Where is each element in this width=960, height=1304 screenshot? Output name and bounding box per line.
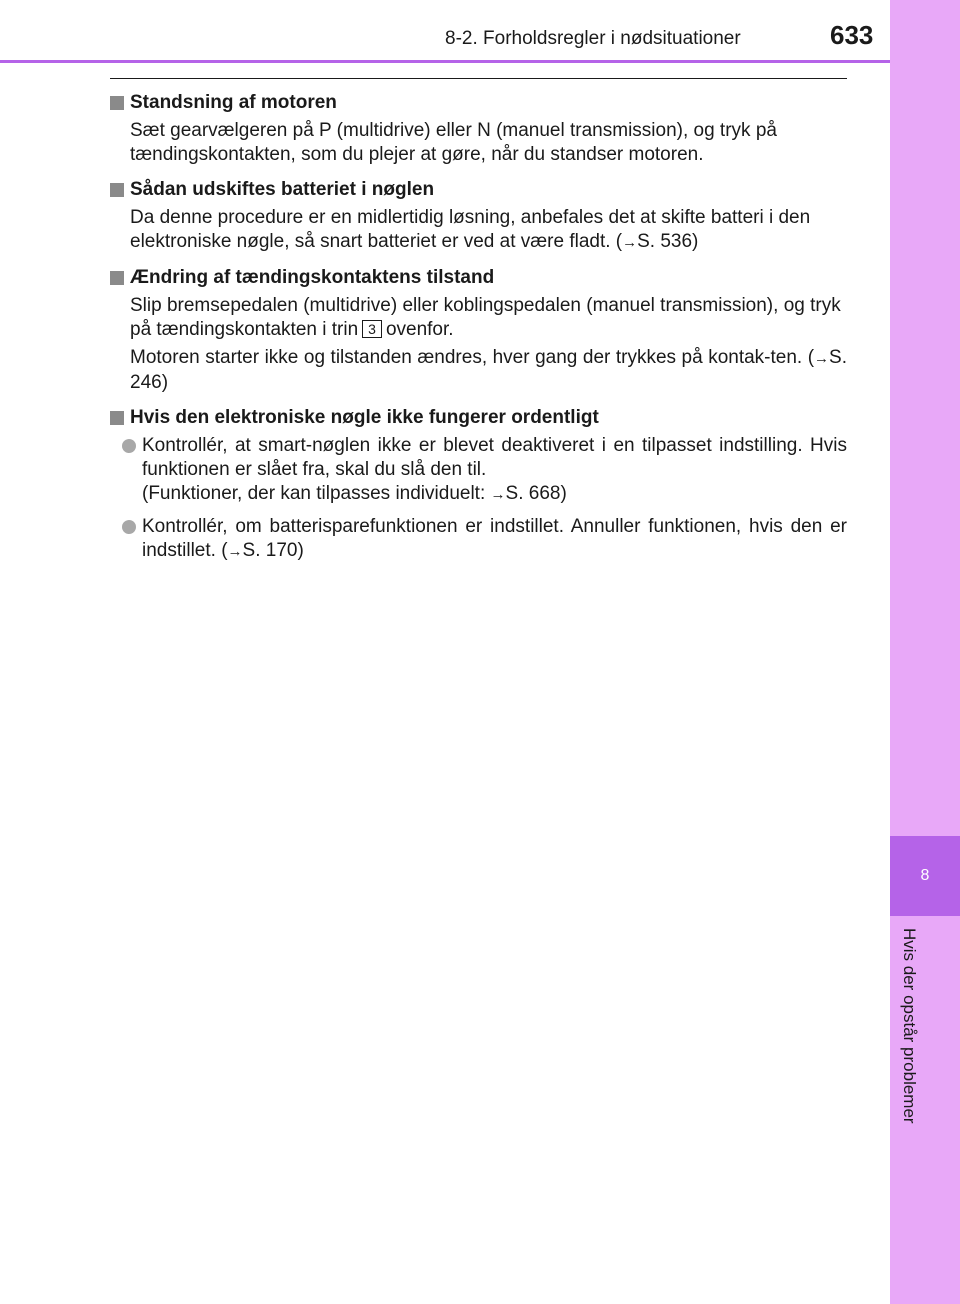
section-heading: Ændring af tændingskontaktens tilstand — [130, 267, 495, 288]
page-reference-link[interactable]: S. 246) — [130, 347, 847, 393]
section-heading: Standsning af motoren — [130, 92, 337, 113]
section-replace-battery — [110, 177, 847, 255]
section-title: 8-2. Forholdsregler i nødsituationer — [445, 28, 741, 49]
page-reference-link[interactable]: S. 668) — [505, 483, 567, 504]
chapter-number: 8 — [920, 867, 930, 884]
section-heading: Hvis den elektroniske nøgle ikke fungerer ordentligt — [130, 407, 599, 428]
bullet-text: (Funktioner, der kan tilpasses individuelt: — [142, 483, 491, 504]
list-item — [110, 434, 847, 507]
arrow-right-icon: → — [490, 486, 506, 503]
circle-bullet-icon — [122, 439, 136, 453]
section-text: Da denne procedure er en midlertidig løsning, anbefales det at skifte batteri i den elektroniske nøgle, så snart batteriet er ved at være fladt. ( — [130, 207, 811, 252]
step-number-badge: 3 — [362, 320, 382, 338]
chapter-number-tab[interactable] — [890, 836, 960, 916]
circle-bullet-icon — [122, 520, 136, 534]
header-divider — [0, 60, 890, 63]
bullet-text: Kontrollér, om batterisparefunktionen er indstillet. Annuller funktionen, hvis den er indstillet. ( — [142, 516, 847, 561]
section-text-container — [110, 206, 847, 255]
list-item — [110, 515, 847, 564]
section-text-container — [110, 294, 847, 342]
section-ignition-mode — [110, 265, 847, 395]
page-reference-link[interactable]: S. 536) — [637, 231, 699, 252]
section-text: ovenfor. — [385, 319, 454, 340]
section-key-not-working — [110, 405, 847, 564]
square-bullet-icon — [110, 183, 124, 197]
content-divider — [110, 78, 847, 79]
page-number: 633 — [830, 20, 874, 50]
arrow-right-icon: → — [814, 350, 830, 367]
chapter-title: Hvis der opstår problemer — [900, 928, 919, 1124]
arrow-right-icon: → — [622, 234, 638, 251]
section-text: Slip bremsepedalen (multidrive) eller koblingspedalen (manuel transmission), og tryk på tændingskontakten i trin — [130, 295, 841, 340]
arrow-right-icon: → — [227, 543, 243, 560]
page-reference-link[interactable]: S. 170) — [242, 540, 304, 561]
section-text: Sæt gearvælgeren på P (multidrive) eller N (manuel transmission), og tryk på tændingskontakten, som du plejer at gøre, når du standser motoren. — [130, 120, 777, 165]
square-bullet-icon — [110, 271, 124, 285]
section-stop-engine — [110, 90, 847, 167]
square-bullet-icon — [110, 96, 124, 110]
section-heading: Sådan udskiftes batteriet i nøglen — [130, 179, 435, 200]
page-content — [110, 90, 847, 574]
bullet-text: Kontrollér, at smart-nøglen ikke er blevet deaktiveret i en tilpasset indstilling. Hvis funktionen er slået fra, skal du slå den til. — [142, 435, 847, 480]
section-text-container — [110, 346, 847, 395]
section-text: Motoren starter ikke og tilstanden ændres, hver gang der trykkes på kontak-ten. ( — [130, 347, 815, 368]
square-bullet-icon — [110, 411, 124, 425]
